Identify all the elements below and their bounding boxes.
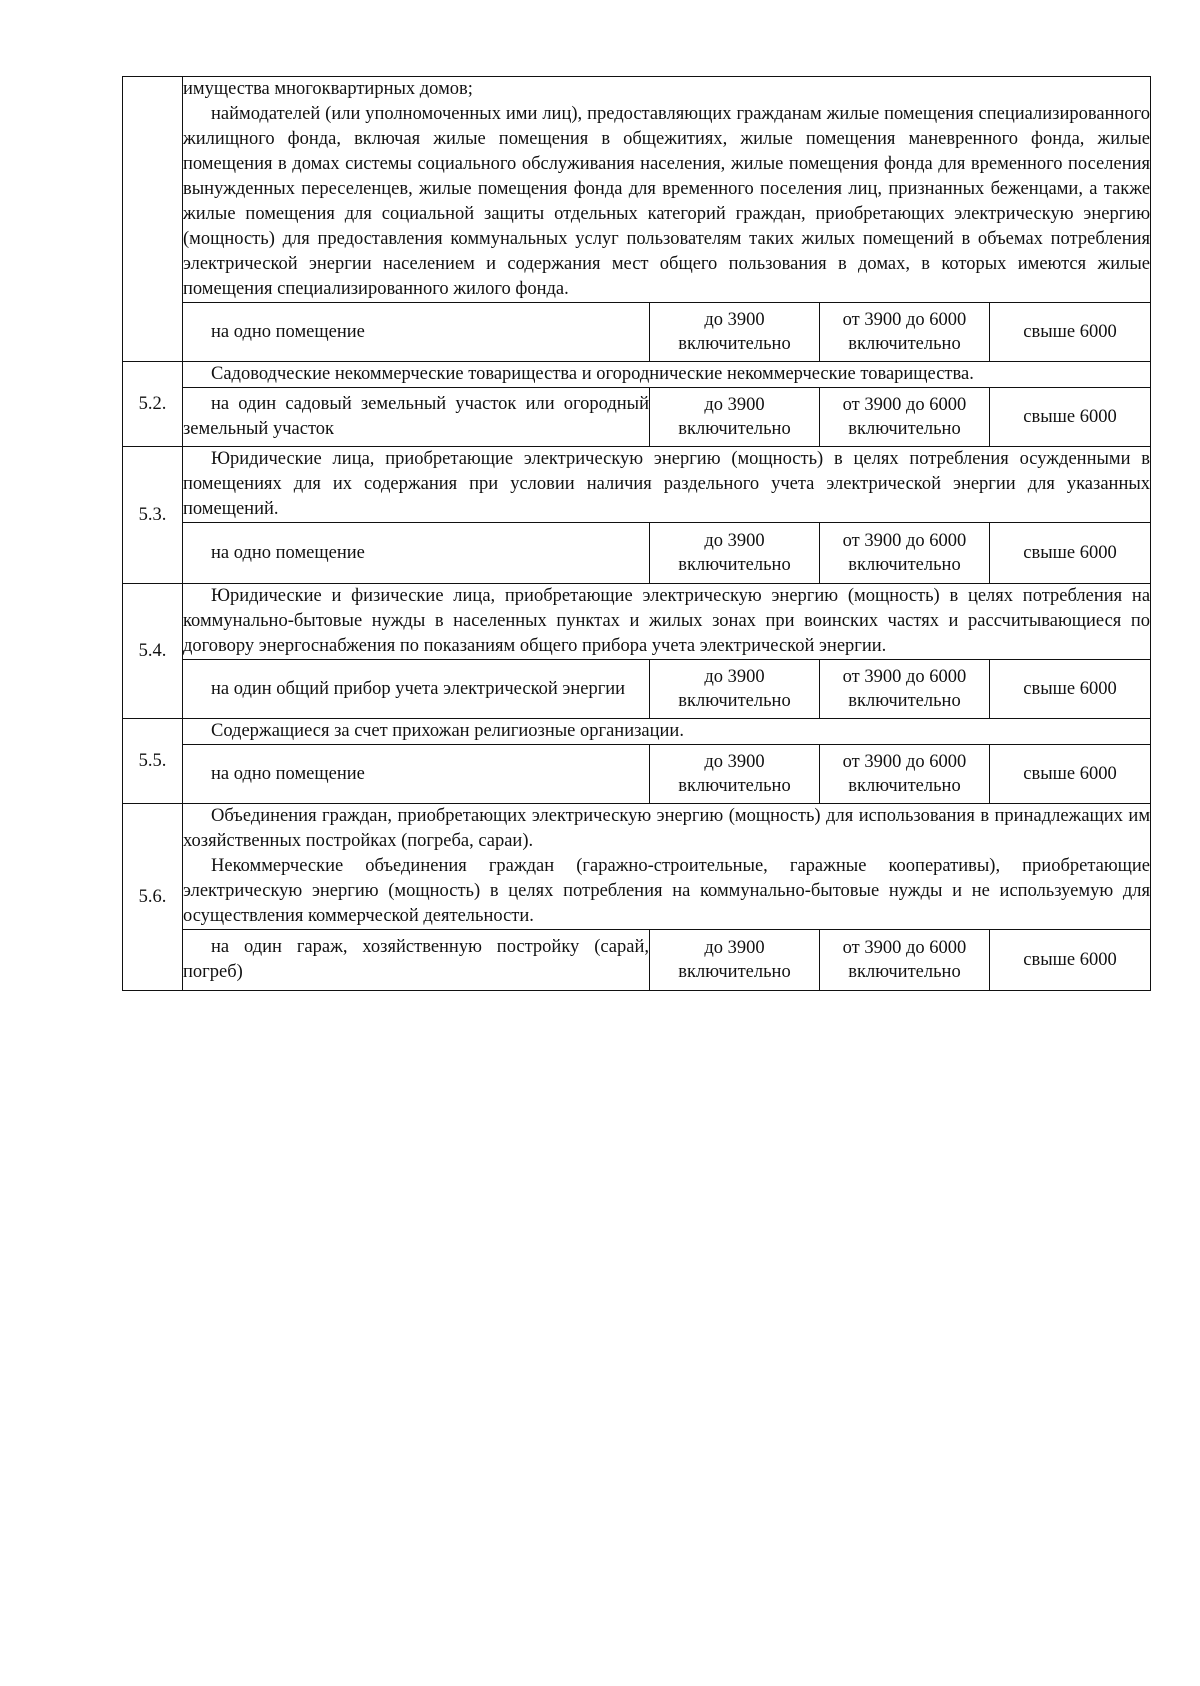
range-low-cell <box>650 930 820 991</box>
range-mid-cell <box>820 660 990 719</box>
description-paragraph: имущества многоквартирных домов; <box>183 79 473 99</box>
category-description <box>183 804 1151 930</box>
range-low-line2: включительно <box>678 419 791 439</box>
range-high-cell: свыше 6000 <box>990 303 1151 362</box>
description-paragraph: Некоммерческие объединения граждан (гаражно-строительные, гаражные кооперативы), приобретающие электрическую энергию (мощность) в целях потребления на коммунально-бытовые нужды и не используемую для осуществления коммерческой деятельности. <box>183 856 1151 926</box>
unit-text: на один садовый земельный участок или огородный земельный участок <box>183 394 649 439</box>
range-low-line1: до 3900 <box>704 938 765 958</box>
table-row-continuation <box>123 77 1151 303</box>
range-low-cell <box>650 523 820 584</box>
category-description <box>183 447 1151 523</box>
range-mid-line2: включительно <box>848 334 961 354</box>
description-paragraph: Юридические и физические лица, приобретающие электрическую энергию (мощность) в целях потребления на коммунально-бытовые нужды в населенных пунктах и жилых зонах при воинских частях и рассчитывающиеся по договору энергоснабжения по показаниям общего прибора учета электрической энергии. <box>183 586 1151 656</box>
table-row-5-6 <box>123 804 1151 930</box>
range-high-cell: свыше 6000 <box>990 388 1151 447</box>
range-mid-cell <box>820 930 990 991</box>
range-mid-line2: включительно <box>848 419 961 439</box>
category-description <box>183 77 1151 303</box>
range-mid-line2: включительно <box>848 776 961 796</box>
category-description <box>183 362 1151 388</box>
range-low-line1: до 3900 <box>704 395 765 415</box>
range-low-line2: включительно <box>678 691 791 711</box>
range-mid-cell <box>820 745 990 804</box>
range-low-line1: до 3900 <box>704 752 765 772</box>
range-mid-line1: от 3900 до 6000 <box>842 667 967 687</box>
unit-cell: на одно помещение <box>183 523 650 584</box>
range-high-cell: свыше 6000 <box>990 745 1151 804</box>
range-mid-line1: от 3900 до 6000 <box>842 938 967 958</box>
row-number: 5.6. <box>123 804 183 991</box>
range-low-line2: включительно <box>678 555 791 575</box>
range-low-cell <box>650 745 820 804</box>
row-number <box>123 77 183 362</box>
unit-cell <box>183 388 650 447</box>
range-mid-cell <box>820 303 990 362</box>
range-mid-line1: от 3900 до 6000 <box>842 395 967 415</box>
range-low-line1: до 3900 <box>704 667 765 687</box>
range-mid-cell <box>820 388 990 447</box>
description-paragraph: Содержащиеся за счет прихожан религиозные организации. <box>211 721 684 741</box>
table-row-5-3 <box>123 447 1151 523</box>
range-mid-line2: включительно <box>848 555 961 575</box>
range-high-cell: свыше 6000 <box>990 930 1151 991</box>
range-mid-line2: включительно <box>848 962 961 982</box>
values-row <box>123 745 1151 804</box>
range-mid-line1: от 3900 до 6000 <box>842 531 967 551</box>
table-row-5-2 <box>123 362 1151 388</box>
description-paragraph: Объединения граждан, приобретающих электрическую энергию (мощность) для использования в принадлежащих им хозяйственных постройках (погреба, сараи). <box>183 806 1151 851</box>
category-description <box>183 584 1151 660</box>
unit-text: на один гараж, хозяйственную постройку (сарай, погреб) <box>183 937 649 982</box>
values-row <box>123 523 1151 584</box>
range-low-line1: до 3900 <box>704 531 765 551</box>
unit-cell <box>183 660 650 719</box>
unit-text: на один общий прибор учета электрической энергии <box>211 678 626 699</box>
description-paragraph: Юридические лица, приобретающие электрическую энергию (мощность) в целях потребления осужденными в помещениях для их содержания при условии наличия раздельного учета электрической энергии для указанных помещений. <box>183 449 1151 519</box>
values-row <box>123 303 1151 362</box>
row-number: 5.2. <box>123 362 183 447</box>
range-low-line2: включительно <box>678 962 791 982</box>
range-mid-line2: включительно <box>848 691 961 711</box>
category-description <box>183 719 1151 745</box>
values-row <box>123 660 1151 719</box>
range-low-cell <box>650 660 820 719</box>
row-number: 5.4. <box>123 584 183 719</box>
values-row <box>123 388 1151 447</box>
range-low-line1: до 3900 <box>704 310 765 330</box>
range-low-line2: включительно <box>678 776 791 796</box>
range-high-cell: свыше 6000 <box>990 660 1151 719</box>
description-paragraph: Садоводческие некоммерческие товарищества и огороднические некоммерческие товарищества. <box>211 364 974 384</box>
table-row-5-5 <box>123 719 1151 745</box>
range-mid-line1: от 3900 до 6000 <box>842 310 967 330</box>
range-low-cell <box>650 303 820 362</box>
description-paragraph: наймодателей (или уполномоченных ими лиц), предоставляющих гражданам жилые помещения специализированного жилищного фонда, включая жилые помещения в общежитиях, жилые помещения маневренного фонда, жилые помещения в домах системы социального обслуживания населения, жилые помещения фонда для временного поселения вынужденных переселенцев, жилые помещения фонда для временного поселения лиц, признанных беженцами, а также жилые помещения для социальной защиты отдельных категорий граждан, приобретающих электрическую энергию (мощность) для предоставления коммунальных услуг пользователям таких жилых помещений в объемах потребления электрической энергии населением и содержания мест общего пользования в домах, в которых имеются жилые помещения специализированного жилого фонда. <box>183 104 1151 299</box>
unit-cell: на одно помещение <box>183 303 650 362</box>
range-mid-line1: от 3900 до 6000 <box>842 752 967 772</box>
range-high-cell: свыше 6000 <box>990 523 1151 584</box>
values-row <box>123 930 1151 991</box>
range-low-cell <box>650 388 820 447</box>
range-low-line2: включительно <box>678 334 791 354</box>
unit-cell: на одно помещение <box>183 745 650 804</box>
unit-cell <box>183 930 650 991</box>
row-number: 5.3. <box>123 447 183 584</box>
tariff-table <box>122 76 1151 991</box>
row-number: 5.5. <box>123 719 183 804</box>
range-mid-cell <box>820 523 990 584</box>
table-row-5-4 <box>123 584 1151 660</box>
